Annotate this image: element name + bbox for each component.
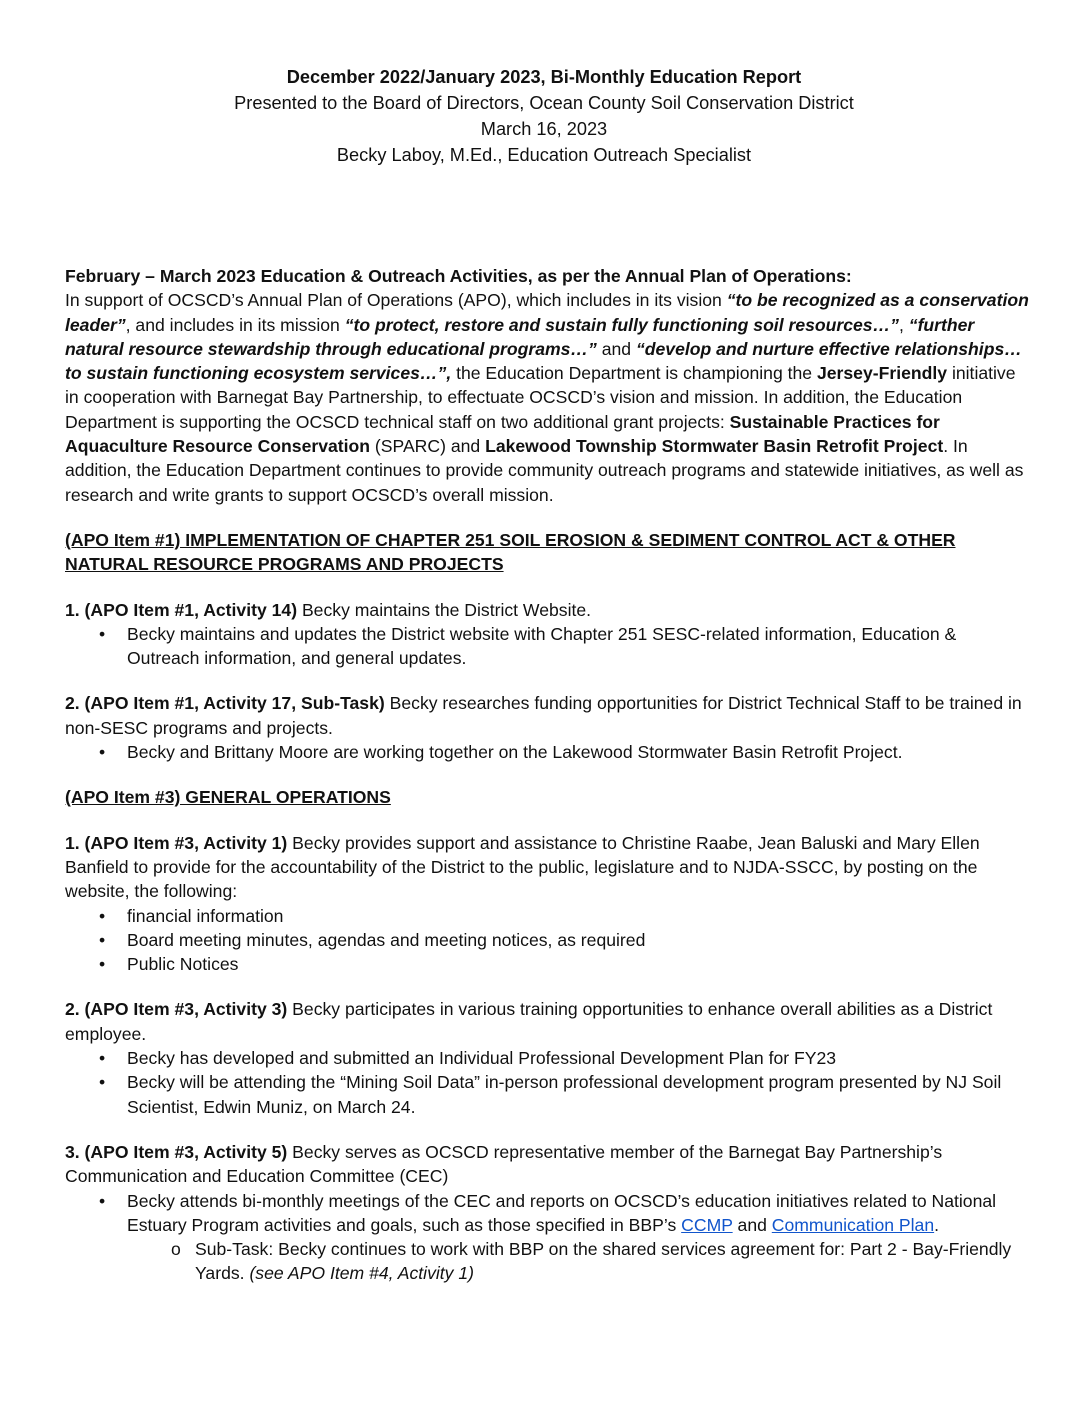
sub-list-item (65, 1237, 1030, 1286)
report-header (0, 64, 1088, 168)
list-item: • Becky has developed and submitted an Individual Professional Development Plan for FY23 (65, 1046, 1030, 1070)
intro-paragraph (65, 264, 1030, 507)
item-label: 2. (APO Item #1, Activity 17, Sub-Task) (65, 693, 385, 714)
bullet-text-end: . (934, 1214, 940, 1235)
report-title: December 2022/January 2023, Bi-Monthly Education Report (286, 67, 802, 87)
section-3-heading: (APO Item #3) GENERAL OPERATIONS (65, 787, 391, 808)
mission-quote-3: “develop and nurture effective relationships… to sustain functioning ecosystem services…” (65, 338, 1022, 384)
intro-heading: February – March 2023 Education & Outreach Activities, as per the Annual Plan of Operations: (65, 266, 852, 286)
section-1-item-1 (65, 598, 1030, 622)
lakewood-project-name: Lakewood Township Stormwater Basin Retrofit Project (485, 436, 944, 457)
jersey-friendly-name: Jersey-Friendly (816, 363, 948, 384)
section-3-item-1 (65, 831, 1030, 904)
item-text: Becky participates in various training opportunities to enhance overall abilities as a District employee. (65, 999, 993, 1044)
section-3-item-3-bullets (65, 1189, 1030, 1286)
vision-quote: “to be recognized as a conservation leader” (65, 290, 1029, 335)
communication-plan-link[interactable]: Communication Plan (771, 1214, 935, 1235)
intro-text-7: (SPARC) and (370, 436, 486, 457)
intro-text-5: the Education Department is championing the (451, 363, 817, 384)
bullet-text: Becky attends bi-monthly meetings of the CEC and reports on OCSCD’s education initiatives related to National Estuary Program activities and goals, such as those specified in BBP’s (127, 1190, 997, 1235)
bullet-text-mid: and (732, 1214, 772, 1235)
item-text: Becky maintains the District Website. (297, 599, 592, 620)
list-item (65, 1189, 1030, 1238)
report-date: March 16, 2023 (480, 119, 608, 139)
mission-quote-1: “to protect, restore and sustain fully functioning soil resources…” (344, 314, 899, 335)
intro-text-8: . In addition, the Education Department continues to provide community outreach programs and statewide initiatives, as well as research and write grants to support OCSCD’s overall mission. (65, 436, 1024, 505)
intro-text-6: initiative in cooperation with Barnegat Bay Partnership, to effectuate OCSCD’s vision and mission. In addition, the Education Department is supporting the OCSCD technical staff on two additional grant projects: (65, 363, 1016, 432)
report-author: Becky Laboy, M.Ed., Education Outreach Specialist (336, 145, 752, 165)
sub-task-reference: (see APO Item #4, Activity 1) (249, 1263, 474, 1284)
intro-text-1: In support of OCSCD’s Annual Plan of Operations (APO), which includes in its vision (65, 290, 727, 311)
item-label: 3. (APO Item #3, Activity 5) (65, 1141, 288, 1162)
list-item: • Becky will be attending the “Mining Soil Data” in-person professional development program presented by NJ Soil Scientist, Edwin Muniz, on March 24. (65, 1070, 1030, 1119)
list-item: • Board meeting minutes, agendas and meeting notices, as required (65, 928, 1030, 952)
section-3-item-3 (65, 1140, 1030, 1189)
section-3-item-2-bullets (65, 1046, 1030, 1119)
intro-text-4: and (596, 338, 636, 359)
mission-quote-2: “further natural resource stewardship through educational programs…” (65, 314, 975, 359)
item-text: Becky provides support and assistance to Christine Raabe, Jean Baluski and Mary Ellen Banfield to provide for the accountability of the District to the public, legislature and to NJDA-SSCC, by posting on the website, the following: (65, 832, 980, 902)
item-label: 1. (APO Item #3, Activity 1) (65, 832, 288, 853)
section-1-item-2 (65, 691, 1030, 740)
section-3-item-2 (65, 997, 1030, 1046)
intro-text-3: , (898, 314, 909, 335)
list-item: • Public Notices (65, 952, 1030, 976)
intro-text-2: , and includes in its mission (125, 314, 345, 335)
sub-task-text: Sub-Task: Becky continues to work with BBP on the shared services agreement for: Part 2 - Bay-Friendly Yards. (195, 1239, 1012, 1284)
list-item: • Becky and Brittany Moore are working together on the Lakewood Stormwater Basin Retrofit Project. (65, 740, 1030, 764)
section-3-item-1-bullets (65, 904, 1030, 977)
list-item: • financial information (65, 904, 1030, 928)
mission-quote-3-comma: , (446, 363, 452, 384)
section-1-item-1-bullets (65, 622, 1030, 671)
report-presented-to: Presented to the Board of Directors, Ocean County Soil Conservation District (234, 93, 854, 113)
report-body (65, 264, 1030, 1286)
item-text: Becky researches funding opportunities for District Technical Staff to be trained in non-SESC programs and projects. (65, 693, 1022, 738)
ccmp-link[interactable]: CCMP (681, 1214, 733, 1235)
item-text: Becky serves as OCSCD representative member of the Barnegat Bay Partnership’s Communication and Education Committee (CEC) (65, 1141, 943, 1187)
item-label: 1. (APO Item #1, Activity 14) (65, 599, 298, 620)
section-1-heading: (APO Item #1) IMPLEMENTATION OF CHAPTER 251 SOIL EROSION & SEDIMENT CONTROL ACT & OTHER NATURAL RESOURCE PROGRAMS AND PROJECTS (65, 529, 956, 575)
list-item: • Becky maintains and updates the District website with Chapter 251 SESC-related information, Education & Outreach information, and general updates. (65, 622, 1030, 671)
item-label: 2. (APO Item #3, Activity 3) (65, 999, 288, 1020)
section-1-item-2-bullets (65, 740, 1030, 764)
sparc-project-name: Sustainable Practices for Aquaculture Resource Conservation (65, 411, 940, 457)
